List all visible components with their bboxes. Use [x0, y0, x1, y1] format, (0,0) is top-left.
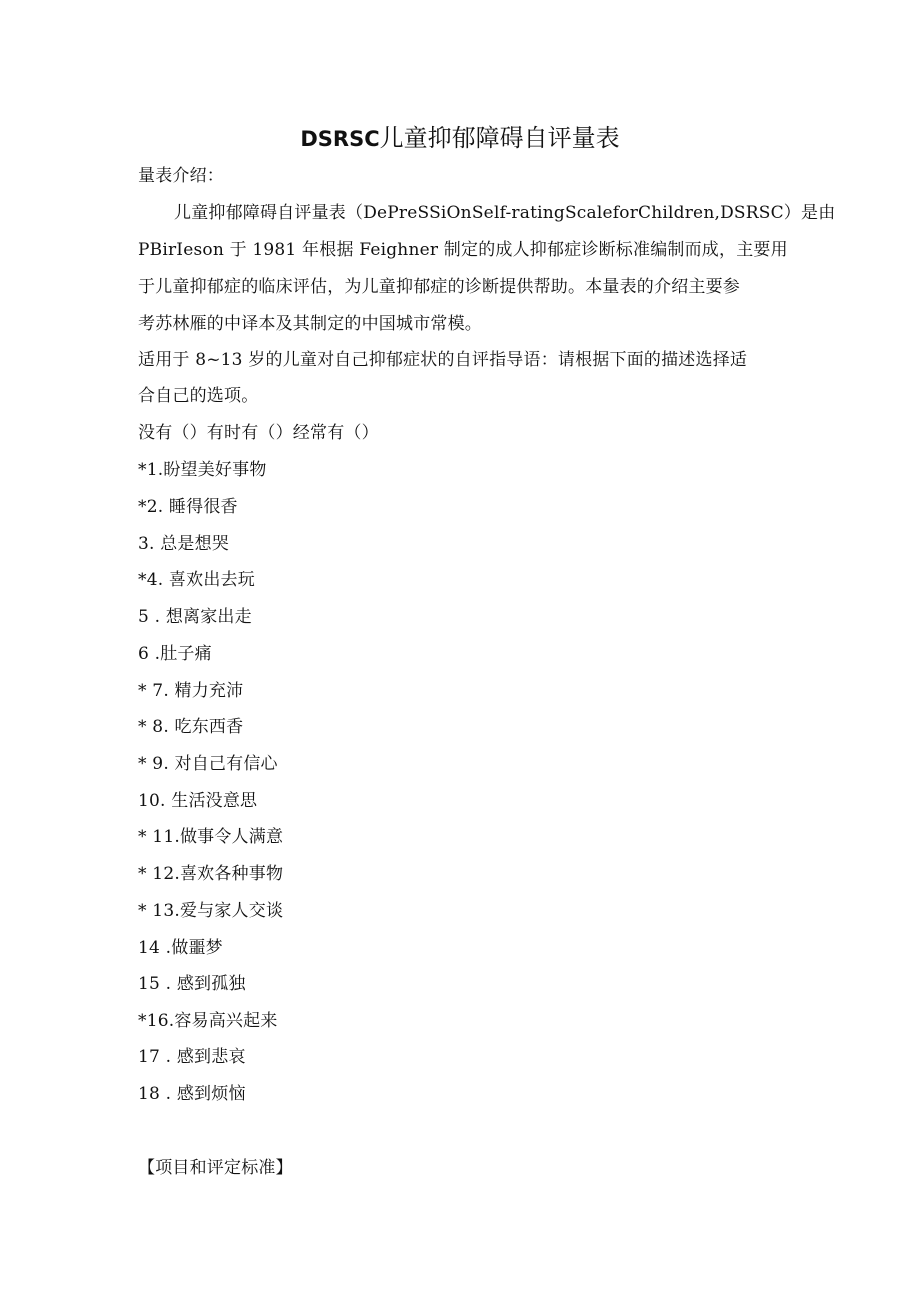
- usage-line: 合自己的选项。: [138, 386, 259, 406]
- list-item: 5 . 想离家出走: [138, 607, 252, 627]
- usage-line: 适用于 8~13 岁的儿童对自己抑郁症状的自评指导语：请根据下面的描述选择适: [138, 350, 748, 370]
- section-heading: 【项目和评定标准】: [138, 1158, 293, 1178]
- list-item: * 13.爱与家人交谈: [138, 901, 284, 921]
- answer-options: 没有（）有时有（）经常有（）: [138, 423, 379, 443]
- intro-line: PBirIeson 于 1981 年根据 Feighner 制定的成人抑郁症诊断标准编制而成，主要用: [138, 240, 788, 260]
- list-item: * 8. 吃东西香: [138, 717, 244, 737]
- list-item: 17 . 感到悲哀: [138, 1047, 246, 1067]
- list-item: * 9. 对自己有信心: [138, 754, 278, 774]
- list-item: *4. 喜欢出去玩: [138, 570, 255, 590]
- list-item: *2. 睡得很香: [138, 497, 238, 517]
- list-item: 10. 生活没意思: [138, 791, 258, 811]
- page-title: [0, 120, 920, 157]
- list-item: 18 . 感到烦恼: [138, 1084, 246, 1104]
- intro-line: 考苏林雁的中译本及其制定的中国城市常模。: [138, 314, 482, 334]
- title-abbreviation: DSRSC: [300, 127, 380, 151]
- list-item: 6 .肚子痛: [138, 644, 212, 664]
- list-item: * 7. 精力充沛: [138, 681, 244, 701]
- list-item: 14 .做噩梦: [138, 938, 223, 958]
- list-item: * 11.做事令人满意: [138, 827, 284, 847]
- intro-heading: 量表介绍：: [138, 166, 224, 186]
- title-text: 儿童抑郁障碍自评量表: [379, 124, 620, 152]
- intro-line: 于儿童抑郁症的临床评估，为儿童抑郁症的诊断提供帮助。本量表的介绍主要参: [138, 277, 740, 297]
- list-item: * 12.喜欢各种事物: [138, 864, 284, 884]
- list-item: *1.盼望美好事物: [138, 460, 267, 480]
- list-item: 15 . 感到孤独: [138, 974, 246, 994]
- list-item: *16.容易高兴起来: [138, 1011, 278, 1031]
- intro-line: 儿童抑郁障碍自评量表（DePreSSiOnSelf-ratingScaleforChildren,DSRSC）是由: [174, 203, 836, 223]
- list-item: 3. 总是想哭: [138, 534, 230, 554]
